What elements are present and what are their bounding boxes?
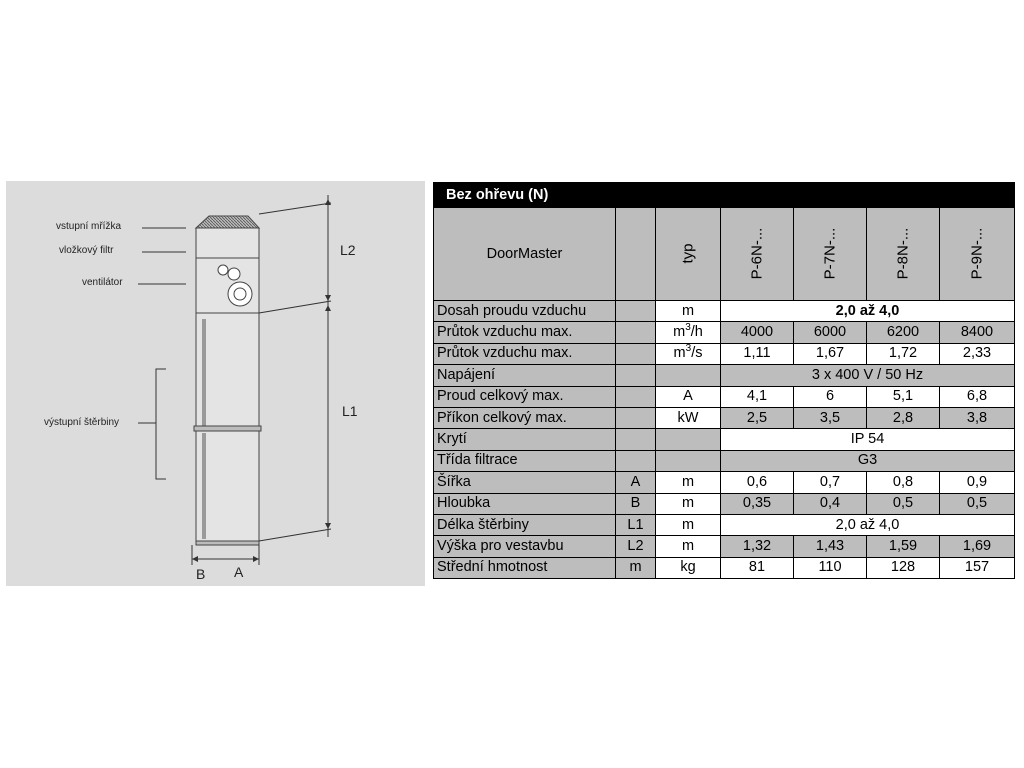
row-value: 110 [794, 557, 867, 578]
row-value: 5,1 [867, 386, 940, 407]
row-symbol [616, 365, 656, 386]
table-row [434, 514, 1015, 535]
model-label: P-8N-... [894, 227, 912, 280]
table-row [434, 472, 1015, 493]
row-unit: kW [656, 407, 721, 428]
unit-tail: /s [691, 345, 703, 362]
dimension-l2: L2 [340, 242, 356, 258]
row-symbol: B [616, 493, 656, 514]
table-row [434, 386, 1015, 407]
row-unit: m [656, 301, 721, 322]
product-diagram [6, 181, 425, 586]
row-value: 0,7 [794, 472, 867, 493]
header-model-3 [867, 208, 940, 301]
dimension-l1: L1 [342, 403, 358, 419]
table-row [434, 301, 1015, 322]
row-value: 0,9 [940, 472, 1015, 493]
row-value: 1,67 [794, 343, 867, 364]
model-label: P-6N-... [748, 227, 766, 280]
table-row [434, 343, 1015, 364]
row-value: 2,5 [721, 407, 794, 428]
row-value: 1,32 [721, 536, 794, 557]
table-row [434, 557, 1015, 578]
row-symbol: L1 [616, 514, 656, 535]
row-value: 6000 [794, 322, 867, 343]
row-symbol [616, 386, 656, 407]
unit-exponent: 3 [685, 343, 692, 355]
table-row [434, 322, 1015, 343]
label-insert-filter: vložkový filtr [59, 245, 114, 256]
row-label: Průtok vzduchu max. [434, 322, 616, 343]
header-product-name: DoorMaster [434, 208, 616, 301]
table-title-row [434, 183, 1015, 208]
table-row [434, 536, 1015, 557]
row-value: 1,11 [721, 343, 794, 364]
row-unit: m [656, 514, 721, 535]
row-symbol [616, 343, 656, 364]
table-row [434, 493, 1015, 514]
row-label: Šířka [434, 472, 616, 493]
row-symbol [616, 407, 656, 428]
row-value: 2,8 [867, 407, 940, 428]
row-value: 0,6 [721, 472, 794, 493]
row-label: Hloubka [434, 493, 616, 514]
row-symbol: m [616, 557, 656, 578]
row-label: Proud celkový max. [434, 386, 616, 407]
header-type-label: typ [679, 243, 697, 264]
unit-base: m [673, 324, 686, 341]
label-outlet-slots: výstupní štěrbiny [44, 417, 120, 428]
header-model-2 [794, 208, 867, 301]
row-unit: m [656, 493, 721, 514]
row-unit [656, 429, 721, 450]
table-row [434, 365, 1015, 386]
row-symbol [616, 429, 656, 450]
row-label: Střední hmotnost [434, 557, 616, 578]
row-unit: A [656, 386, 721, 407]
row-value: 0,5 [867, 493, 940, 514]
table-row [434, 429, 1015, 450]
header-symbol-cell [616, 208, 656, 301]
row-value: 1,72 [867, 343, 940, 364]
row-label: Krytí [434, 429, 616, 450]
row-value: 3,8 [940, 407, 1015, 428]
row-symbol: A [616, 472, 656, 493]
row-value: 8400 [940, 322, 1015, 343]
row-unit: kg [656, 557, 721, 578]
unit-exponent: 3 [685, 322, 691, 334]
row-unit [656, 343, 721, 364]
row-label: Délka štěrbiny [434, 514, 616, 535]
row-label: Třída filtrace [434, 450, 616, 471]
header-model-4 [940, 208, 1015, 301]
row-value: 1,69 [940, 536, 1015, 557]
row-label: Průtok vzduchu max. [434, 343, 616, 364]
header-model-1 [721, 208, 794, 301]
label-fan: ventilátor [82, 277, 123, 288]
unit-base: m [673, 345, 686, 362]
row-value: 6 [794, 386, 867, 407]
row-value: 6,8 [940, 386, 1015, 407]
row-merged-value: 2,0 až 4,0 [721, 514, 1015, 535]
label-inlet-grille: vstupní mřížka [56, 221, 122, 232]
row-merged-value: 3 x 400 V / 50 Hz [721, 365, 1015, 386]
row-merged-value: G3 [721, 450, 1015, 471]
row-unit [656, 322, 721, 343]
dimension-a: A [234, 564, 244, 580]
table-header-row [434, 208, 1015, 301]
row-value: 6200 [867, 322, 940, 343]
row-value: 4000 [721, 322, 794, 343]
table-row [434, 407, 1015, 428]
row-value: 4,1 [721, 386, 794, 407]
row-symbol: L2 [616, 536, 656, 557]
unit-drawing [6, 181, 425, 586]
row-unit: m [656, 536, 721, 557]
row-value: 128 [867, 557, 940, 578]
table-title: Bez ohřevu (N) [434, 183, 1015, 208]
table-row [434, 450, 1015, 471]
header-type-cell [656, 208, 721, 301]
row-unit [656, 450, 721, 471]
dimension-b: B [196, 566, 206, 582]
unit-tail: /h [690, 324, 703, 341]
row-value: 2,33 [940, 343, 1015, 364]
row-unit: m [656, 472, 721, 493]
row-merged-value: 2,0 až 4,0 [721, 301, 1015, 322]
row-symbol [616, 301, 656, 322]
model-label: P-9N-... [968, 227, 986, 280]
row-label: Dosah proudu vzduchu [434, 301, 616, 322]
row-value: 157 [940, 557, 1015, 578]
row-value: 81 [721, 557, 794, 578]
row-label: Příkon celkový max. [434, 407, 616, 428]
row-label: Napájení [434, 365, 616, 386]
row-merged-value: IP 54 [721, 429, 1015, 450]
row-value: 1,43 [794, 536, 867, 557]
spec-table [433, 182, 1015, 579]
row-label: Výška pro vestavbu [434, 536, 616, 557]
row-unit [656, 365, 721, 386]
row-symbol [616, 450, 656, 471]
row-value: 0,5 [940, 493, 1015, 514]
row-value: 0,35 [721, 493, 794, 514]
row-value: 0,4 [794, 493, 867, 514]
row-value: 3,5 [794, 407, 867, 428]
model-label: P-7N-... [821, 227, 839, 280]
row-value: 0,8 [867, 472, 940, 493]
row-value: 1,59 [867, 536, 940, 557]
row-symbol [616, 322, 656, 343]
